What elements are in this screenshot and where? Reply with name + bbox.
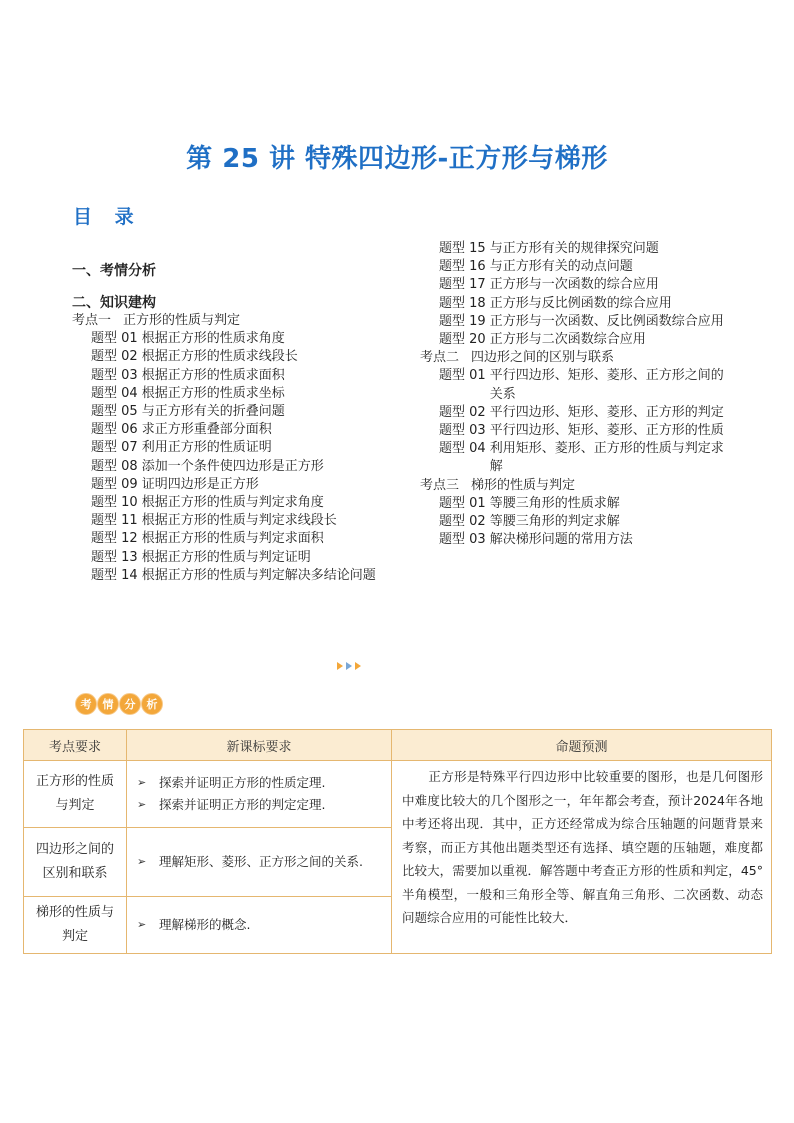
- toc-left-column: [72, 262, 392, 585]
- toc-item-text: 正方形与二次函数综合应用: [489, 332, 646, 348]
- toc-item[interactable]: [420, 331, 725, 349]
- analysis-badge: [75, 693, 165, 715]
- toc-heading: 目 录: [73, 206, 142, 228]
- badge-char: 析: [141, 693, 163, 715]
- toc-item-label: 题型 02: [91, 349, 138, 365]
- toc-point-name: 梯形的性质与判定: [471, 477, 576, 493]
- toc-item-text: 利用矩形、菱形、正方形的性质与判定求解: [489, 441, 724, 475]
- toc-item-text: 根据正方形的性质与判定求线段长: [141, 513, 337, 529]
- toc-item-text: 平行四边形、矩形、菱形、正方形之间的关系: [489, 368, 724, 402]
- toc-item[interactable]: [420, 440, 725, 476]
- toc-item-label: 题型 10: [91, 495, 138, 511]
- arrow-bullet-icon: ➢: [137, 798, 147, 811]
- toc-item-label: 题型 11: [91, 513, 138, 529]
- toc-item[interactable]: [420, 313, 725, 331]
- badge-char: 情: [97, 693, 119, 715]
- toc-item[interactable]: [420, 367, 725, 403]
- toc-section-knowledge[interactable]: 二、知识建构: [72, 295, 156, 311]
- toc-item[interactable]: [72, 512, 392, 530]
- toc-item-label: 题型 03: [439, 423, 486, 439]
- toc-item[interactable]: [420, 240, 725, 258]
- prediction-cell: 正方形是特殊平行四边形中比较重要的图形，也是几何图形中难度比较大的几个图形之一，年年都会考查，预计2024年各地中考还将出现．其中，正方还经常成为综合压轴题的问题背景来考察，而正方其他出题类型还有选择、填空题的压轴题，难度都比较大，需要加以重视．解答题中考查正方形的性质和判定，45°半角模型，一般和三角形全等、解直角三角形、二次函数、动态问题综合应用的可能性比较大．: [392, 761, 772, 954]
- toc-item[interactable]: [420, 404, 725, 422]
- toc-item-label: 题型 15: [439, 241, 486, 256]
- toc-item[interactable]: [72, 567, 392, 585]
- toc-point-name: 四边形之间的区别与联系: [471, 350, 615, 366]
- toc-item[interactable]: [420, 531, 725, 549]
- kp-cell: 正方形的性质与判定: [24, 761, 127, 828]
- arrow-bullet-icon: ➢: [137, 918, 147, 931]
- badge-char: 考: [75, 693, 97, 715]
- arrow-bullet-icon: ➢: [137, 855, 147, 868]
- toc-item-text: 正方形与一次函数、反比例函数综合应用: [489, 313, 724, 329]
- toc-item-label: 题型 04: [439, 441, 486, 457]
- toc-item-text: 求正方形重叠部分面积: [141, 422, 272, 438]
- toc-item[interactable]: [72, 476, 392, 494]
- toc-item-text: 根据正方形的性质求线段长: [141, 349, 298, 365]
- toc-item-text: 添加一个条件使四边形是正方形: [141, 458, 324, 474]
- table-row: [24, 761, 772, 828]
- toc-item-label: 题型 03: [439, 532, 486, 548]
- toc-item-label: 题型 08: [91, 458, 138, 474]
- toc-section-analysis[interactable]: 一、考情分析: [72, 263, 156, 279]
- toc-item-text: 证明四边形是正方形: [141, 476, 259, 492]
- toc-point-label: 考点三: [420, 477, 460, 493]
- toc-item-text: 利用正方形的性质证明: [141, 440, 272, 456]
- arrow-bullet-icon: ➢: [137, 776, 147, 789]
- col-header: 考点要求: [24, 730, 127, 761]
- toc-item-label: 题型 16: [439, 259, 486, 275]
- toc-item-label: 题型 09: [91, 476, 138, 492]
- toc-item-text: 正方形与一次函数的综合应用: [489, 277, 659, 293]
- toc-item-label: 题型 20: [439, 332, 486, 348]
- toc-item-label: 题型 07: [91, 440, 138, 456]
- toc-item-text: 等腰三角形的判定求解: [489, 514, 620, 530]
- req-bullet: ➢ 探索并证明正方形的性质定理.: [137, 772, 385, 794]
- toc-item-text: 平行四边形、矩形、菱形、正方形的性质: [489, 423, 724, 439]
- toc-point-1[interactable]: [72, 312, 392, 330]
- toc-item-label: 题型 03: [91, 367, 138, 383]
- toc-item-label: 题型 01: [439, 495, 486, 511]
- toc-item-label: 题型 02: [439, 404, 486, 420]
- toc-item-text: 根据正方形的性质与判定证明: [141, 549, 311, 565]
- toc-item-text: 根据正方形的性质与判定解决多结论问题: [141, 567, 376, 583]
- toc-item[interactable]: [420, 258, 725, 276]
- page-title: 第 25 讲 特殊四边形-正方形与梯形: [186, 144, 608, 174]
- toc-item-text: 与正方形有关的折叠问题: [141, 404, 285, 420]
- toc-item-text: 正方形与反比例函数的综合应用: [489, 295, 672, 311]
- toc-item[interactable]: [72, 494, 392, 512]
- req-bullet: ➢ 理解矩形、菱形、正方形之间的关系.: [137, 851, 385, 873]
- toc-item-label: 题型 02: [439, 514, 486, 530]
- toc-item[interactable]: [72, 421, 392, 439]
- req-bullet: ➢ 理解梯形的概念.: [137, 914, 385, 936]
- toc-item-label: 题型 05: [91, 404, 138, 420]
- kp-cell: 四边形之间的区别和联系: [24, 828, 127, 897]
- toc-item[interactable]: [72, 330, 392, 348]
- toc-item-text: 与正方形有关的规律探究问题: [489, 241, 659, 256]
- toc-item-text: 等腰三角形的性质求解: [489, 495, 620, 511]
- toc-point-label: 考点二: [420, 350, 460, 366]
- section-divider: [0, 659, 794, 673]
- toc-item-label: 题型 04: [91, 385, 138, 401]
- req-cell: [127, 828, 392, 897]
- toc-item-label: 题型 01: [91, 331, 138, 347]
- req-bullet: ➢ 探索并证明正方形的判定定理.: [137, 794, 385, 816]
- requirements-table: [23, 729, 772, 954]
- toc-item[interactable]: [420, 495, 725, 513]
- toc-item-text: 与正方形有关的动点问题: [489, 259, 633, 275]
- col-header: 新课标要求: [127, 730, 392, 761]
- toc-item[interactable]: [72, 530, 392, 548]
- toc-item-label: 题型 01: [439, 368, 486, 384]
- toc-item[interactable]: [420, 422, 725, 440]
- toc-item[interactable]: [420, 276, 725, 294]
- toc-item[interactable]: [72, 367, 392, 385]
- toc-item-text: 解决梯形问题的常用方法: [489, 532, 633, 548]
- toc-item[interactable]: [72, 403, 392, 421]
- col-header: 命题预测: [392, 730, 772, 761]
- toc-point-3[interactable]: [420, 477, 725, 495]
- toc-item-label: 题型 06: [91, 422, 138, 438]
- toc-item[interactable]: [420, 295, 725, 313]
- toc-point-2[interactable]: [420, 349, 725, 367]
- kp-cell: 梯形的性质与判定: [24, 897, 127, 954]
- badge-char: 分: [119, 693, 141, 715]
- toc-item-text: 根据正方形的性质与判定求面积: [141, 531, 324, 547]
- toc-point-label: 考点一: [72, 313, 112, 328]
- toc-item[interactable]: [72, 439, 392, 457]
- toc-item-text: 平行四边形、矩形、菱形、正方形的判定: [489, 404, 724, 420]
- toc-right-column: [420, 240, 725, 549]
- toc-item-label: 题型 18: [439, 295, 486, 311]
- toc-item[interactable]: [72, 385, 392, 403]
- toc-item-text: 根据正方形的性质求面积: [141, 367, 285, 383]
- req-cell: [127, 897, 392, 954]
- toc-item-text: 根据正方形的性质求角度: [141, 331, 285, 347]
- toc-item-label: 题型 14: [91, 567, 138, 583]
- toc-item[interactable]: [72, 458, 392, 476]
- toc-item-label: 题型 12: [91, 531, 138, 547]
- toc-item-label: 题型 17: [439, 277, 486, 293]
- toc-item-text: 根据正方形的性质求坐标: [141, 385, 285, 401]
- toc-item[interactable]: [72, 348, 392, 366]
- toc-item[interactable]: [72, 549, 392, 567]
- toc-item-text: 根据正方形的性质与判定求角度: [141, 495, 324, 511]
- req-cell: [127, 761, 392, 828]
- toc-item-label: 题型 19: [439, 313, 486, 329]
- toc-item-label: 题型 13: [91, 549, 138, 565]
- toc-point-name: 正方形的性质与判定: [123, 313, 241, 328]
- toc-item[interactable]: [420, 513, 725, 531]
